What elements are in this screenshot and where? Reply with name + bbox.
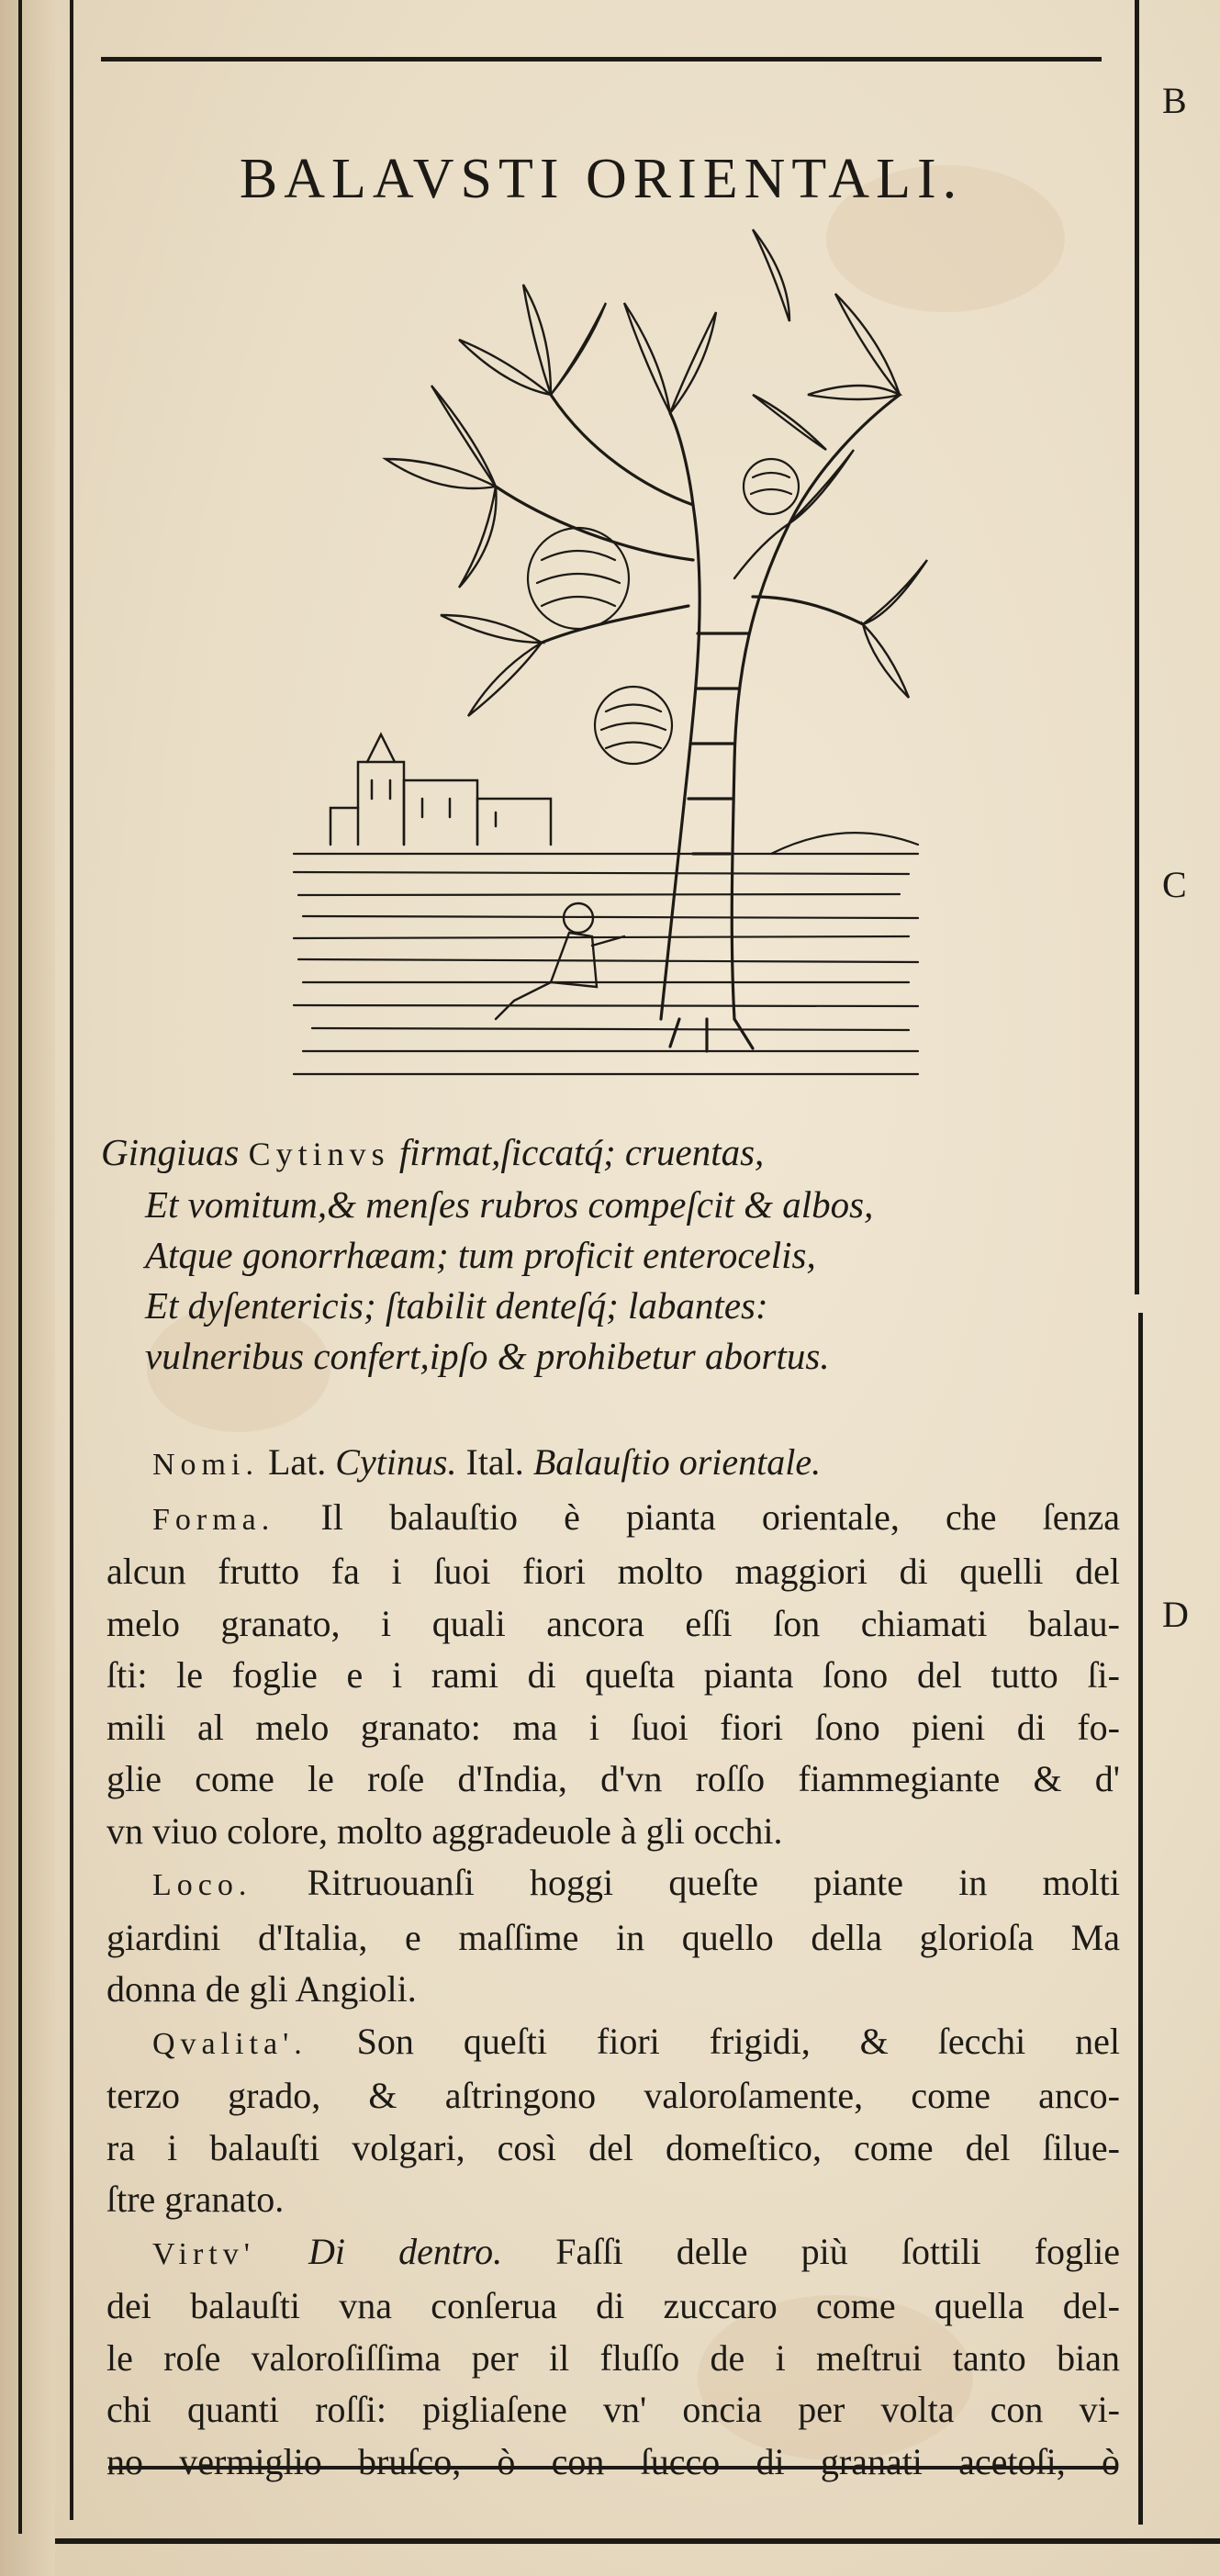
leaf-clusters (386, 230, 927, 716)
prose-body (106, 1437, 1120, 2488)
poem-text: firmat,ſiccatq́; cruentas, (398, 1131, 765, 1173)
poem-line-3: Atque gonorrhæam; tum proficit enterocelis, (145, 1234, 816, 1276)
loco-line (106, 1857, 1120, 1912)
section-label: Nomi. (152, 1448, 259, 1482)
margin-letter-b: B (1162, 80, 1187, 121)
section-text: Ital. (465, 1441, 524, 1483)
right-rule-upper (1135, 0, 1139, 1294)
forma-line: mili al melo granato: ma i ſuoi fiori ſono pieni di fo- (106, 1706, 1120, 1748)
section-label: Virtv' (152, 2236, 255, 2271)
qualita-line: ra i balauſti volgari, così del domeſtico, come del ſilue- (106, 2126, 1120, 2168)
top-rule (101, 57, 1102, 62)
forma-line (106, 1492, 1120, 1547)
virtu-line (106, 2226, 1120, 2281)
forma-line: glie come le roſe d'India, d'vn roſſo fiammegiante & d' (106, 1758, 1120, 1799)
poem-line-1 (101, 1127, 1129, 1180)
outer-left-rule (18, 0, 22, 2534)
line-text: Faſſi delle più ſottili foglie (555, 2230, 1121, 2272)
margin-letter-d: D (1162, 1594, 1189, 1635)
qualita-line (106, 2016, 1120, 2071)
poem-word: Gingiuas (101, 1131, 240, 1173)
forma-line: vn viuo colore, molto aggradeuole à gli occhi. (106, 1809, 783, 1852)
pomegranate-tree-woodcut-icon (275, 211, 936, 1083)
poem-line-2: Et vomitum,& menſes rubros compeſcit & albos, (145, 1183, 874, 1226)
poem-line-5: vulneribus confert,ipſo & prohibetur abortus. (145, 1335, 830, 1377)
right-rule-lower (1138, 1313, 1143, 2525)
line-text: Ritruouanſi hoggi queſte piante in molti (307, 1862, 1121, 1903)
town-buildings (330, 734, 551, 845)
landscape-hatching (294, 833, 918, 1074)
margin-letter-c: C (1162, 864, 1187, 905)
section-label: Loco. (152, 1868, 252, 1902)
inner-left-rule (70, 0, 73, 2520)
page-bottom-rule (55, 2538, 1220, 2544)
section-text: Balauſtio orientale. (532, 1441, 822, 1483)
loco-line: donna de gli Angioli. (106, 1968, 417, 2010)
latin-poem (101, 1127, 1129, 1382)
section-label: Forma. (152, 1502, 275, 1537)
virtu-line: chi quanti roſſi: pigliaſene vn' oncia per volta con vi- (106, 2389, 1120, 2430)
page-gutter (0, 0, 55, 2576)
qualita-line: ſtre granato. (106, 2178, 285, 2220)
line-text: Son queſti fiori frigidi, & ſecchi nel (356, 2020, 1121, 2062)
line-text: Il balauſtio è pianta orientale, che ſenza (320, 1495, 1121, 1538)
page-title: BALAVSTI ORIENTALI. (239, 147, 964, 210)
virtu-line: dei balauſti vna conſerua di zuccaro come quella del- (106, 2285, 1120, 2326)
section-text: Lat. (267, 1441, 327, 1483)
virtu-line: no vermiglio bruſco, ò con ſucco di granati acetoſi, ò (106, 2440, 1120, 2482)
poem-line-4: Et dyſentericis; ſtabilit denteſq́; labantes: (145, 1284, 768, 1327)
forma-line: melo granato, i quali ancora eſſi ſon chiamati balau- (106, 1602, 1120, 1644)
tree-trunk (496, 395, 900, 1051)
section-nomi (106, 1437, 1120, 1492)
virtu-line: le roſe valoroſiſſima per il fluſſo de i meſtrui tanto bian (106, 2336, 1120, 2379)
loco-line: giardini d'Italia, e maſſime in quello della glorioſa Ma (106, 1916, 1120, 1958)
section-text: Cytinus. (335, 1441, 457, 1483)
section-label: Qvalita'. (152, 2026, 308, 2061)
poem-small-caps: Cytinvs (248, 1136, 390, 1172)
forma-line: alcun frutto fa i ſuoi fiori molto maggiori di quelli del (106, 1551, 1120, 1592)
qualita-line: terzo grado, & aſtringono valoroſamente, come anco- (106, 2075, 1120, 2116)
section-sublabel: Di dentro. (308, 2230, 503, 2272)
forma-line: ſti: le foglie e i rami di queſta pianta ſono del tutto ſi- (106, 1654, 1120, 1696)
